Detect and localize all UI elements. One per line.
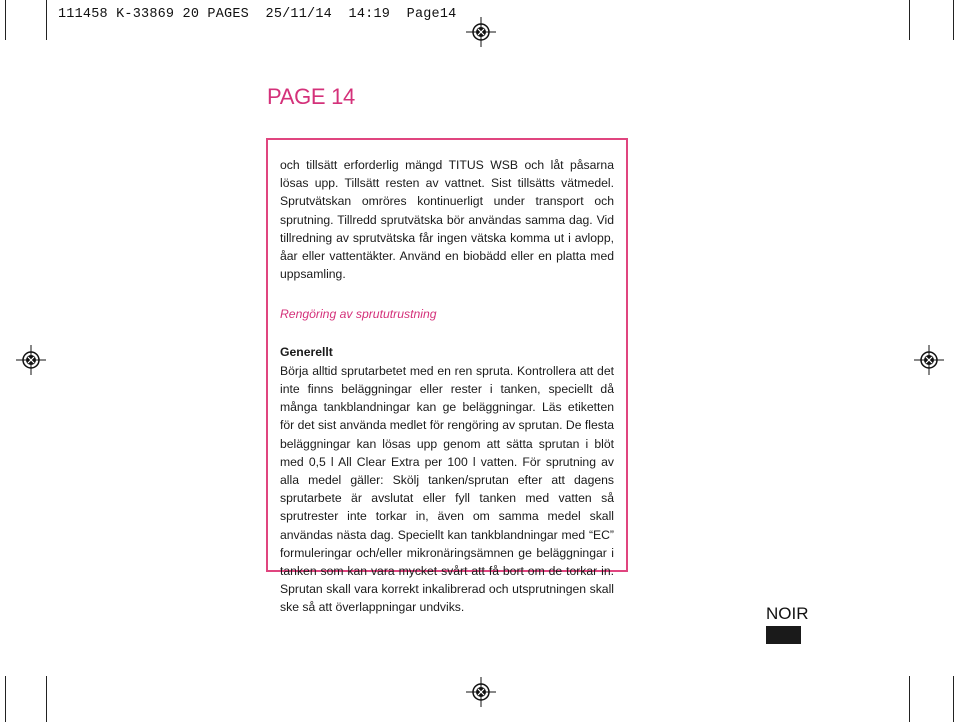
- color-separation-label: NOIR: [766, 604, 809, 623]
- registration-mark-top: [466, 17, 496, 47]
- registration-mark-left: [16, 345, 46, 375]
- crop-mark-bottom-right-vertical-outer: [953, 676, 954, 722]
- crop-mark-top-right-vertical: [909, 0, 910, 40]
- registration-mark-bottom: [466, 677, 496, 707]
- crop-mark-top-left-vertical: [46, 0, 47, 40]
- content-body: [280, 156, 614, 617]
- print-slug-line: 111458 K-33869 20 PAGES 25/11/14 14:19 Page14: [58, 7, 457, 22]
- crop-mark-top-right-vertical-outer: [953, 0, 954, 40]
- section-heading: Rengöring av sprututrustning: [280, 307, 437, 322]
- body-paragraph: Börja alltid sprutarbetet med en ren spruta. Kontrollera att det inte finns beläggningar eller rester i tanken, speciellt då många tankblandningar kan ge beläggningar. Läs etiketten för det sist använda medlet för rengöring av sprutan. De flesta beläggningar kan lösas upp genom att sätta sprutan i blöt med 0,5 l All Clear Extra per 100 l vatten. För sprutning av alla medel gäller: Skölj tanken/sprutan efter att dagens sprutarbete är avslutat eller fyll tanken med vatten så sprutrester inte torkar in, även om samma medel skall användas nästa dag. Speciellt kan tankblandningar med “EC” formuleringar och/eller mikronäringsämnen ge beläggningar i tanken som kan vara mycket svårt att få bort om de torkar in. Sprutan skall vara korrekt inkalibrerad och utsprutningen skall ske så att överlappningar undviks.: [280, 363, 614, 615]
- crop-mark-top-left-vertical-outer: [5, 0, 6, 40]
- crop-mark-bottom-left-vertical: [46, 676, 47, 722]
- sub-heading: Generellt: [280, 344, 333, 359]
- crop-mark-bottom-right-vertical: [909, 676, 910, 722]
- intro-paragraph: och tillsätt erforderlig mängd TITUS WSB och låt påsarna lösas upp. Tillsätt resten av vattnet. Sist tillsätts vätmedel. Sprutvätskan omröres kontinuerligt under transport och sprutning. Tillredd sprutvätska bör användas samma dag. Vid tillredning av sprutvätska får ingen vätska komma ut i avlopp, åar eller vattentäkter. Använd en biobädd eller en platta med uppsamling.: [280, 158, 614, 282]
- page-title: PAGE 14: [267, 84, 355, 109]
- crop-mark-bottom-left-vertical-outer: [5, 676, 6, 722]
- registration-mark-right: [914, 345, 944, 375]
- color-separation-swatch: [766, 626, 801, 644]
